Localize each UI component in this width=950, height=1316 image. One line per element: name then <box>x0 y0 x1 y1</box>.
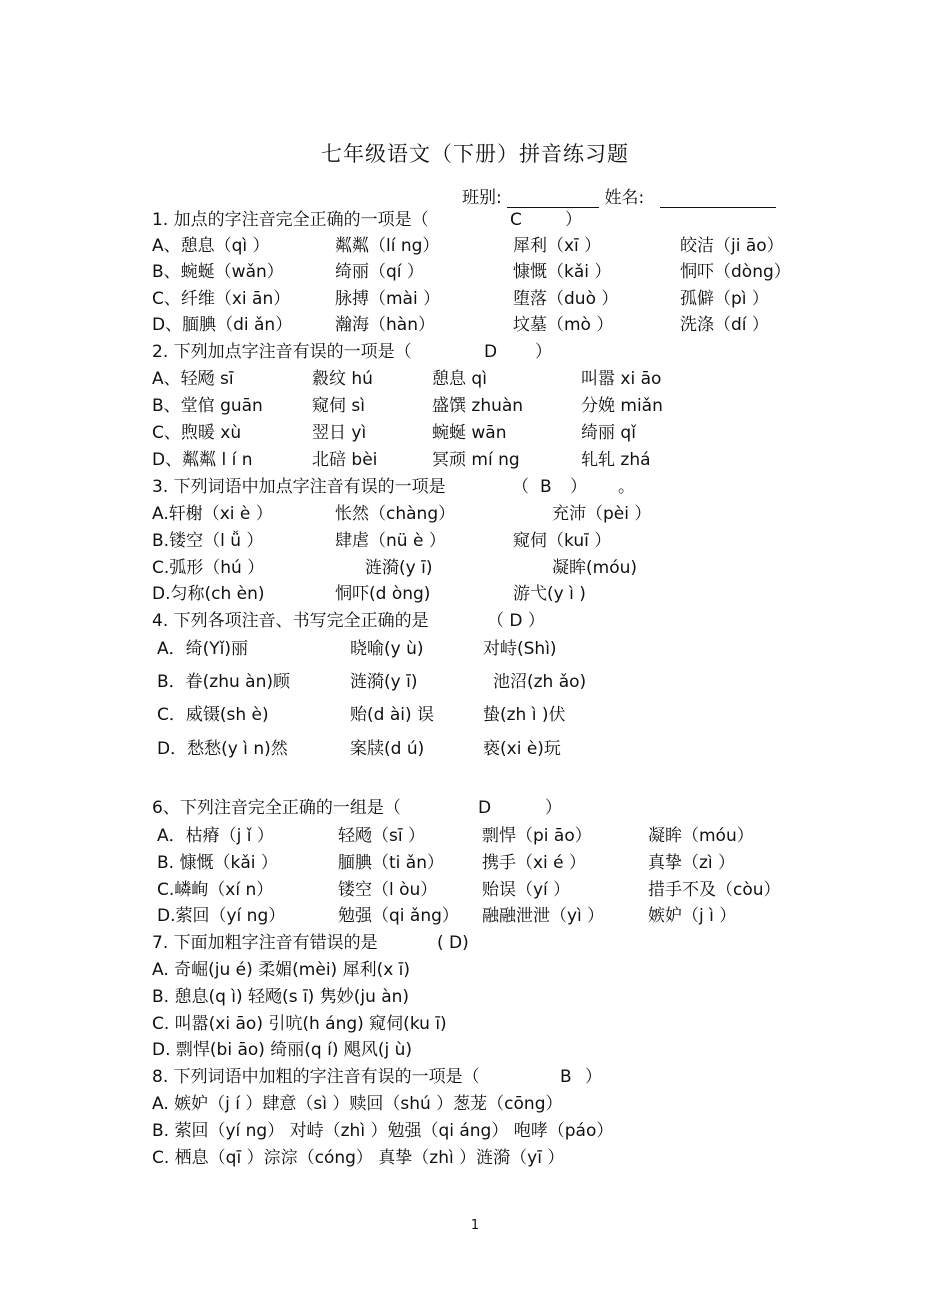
line-lead-text: A. 嫉妒（j í ）肆意（sì ）赎回（shú ）葱茏（cōng） <box>152 1094 563 1114</box>
line-column-text: 瀚海（hàn） <box>335 315 435 335</box>
line-column-text: （ <box>512 477 529 497</box>
line-column-text: 孤僻（pì ） <box>680 289 769 309</box>
line-column-text: ） <box>585 1067 602 1087</box>
line-lead-text: 7. 下面加粗字注音有错误的是 <box>152 933 378 953</box>
name-label: 姓名: <box>604 188 645 208</box>
line-lead-text: D、粼粼 l í n <box>152 450 253 470</box>
line-column-text: 蜿蜒 wān <box>432 423 507 443</box>
line-column-text: 案牍(d ú) <box>350 739 425 759</box>
line-column-text: 游弋(y ì ) <box>513 584 586 604</box>
line-column-text: 憩息 qì <box>432 369 487 389</box>
line-column-text: 冥顽 mí ng <box>432 450 520 470</box>
line-column-text: 蛰(zh ì )伏 <box>483 705 566 725</box>
line-lead-text: C.弧形（hú ） <box>152 558 265 578</box>
student-info <box>462 183 776 208</box>
line-column-text: 凝眸(móu) <box>552 558 637 578</box>
line-column-text: 绮丽（qí ） <box>335 262 424 282</box>
line-lead-text: A.轩榭（xi è ） <box>152 504 273 524</box>
line-lead-text: C. 叫嚣(xi āo) 引吭(h áng) 窥伺(ku ī) <box>152 1014 447 1034</box>
line-lead-text: D.匀称(ch èn) <box>152 584 265 604</box>
line-column-text: 怅然（chàng） <box>335 504 456 524</box>
line-column-text: 凝眸（móu） <box>648 826 754 846</box>
line-column-text: D <box>484 342 498 362</box>
line-column-text: D <box>478 798 492 818</box>
line-lead-text: A．绮(Yǐ)丽 <box>157 639 249 659</box>
line-lead-text: A、轻飏 sī <box>152 369 234 389</box>
line-lead-text: B. 萦回（yí ng） 对峙（zhì ）勉强（qi áng） 咆哮（páo） <box>152 1121 614 1141</box>
line-column-text: 縠纹 hú <box>312 369 373 389</box>
line-column-text: 勉强（qi ǎng） <box>338 906 459 926</box>
line-lead-text: A、憩息（qì ） <box>152 236 270 256</box>
line-column-text: 剽悍（pi āo） <box>482 826 592 846</box>
class-blank[interactable] <box>507 187 599 208</box>
line-lead-text: C.嶙峋（xí n） <box>157 880 274 900</box>
line-column-text: 北碚 bèi <box>312 450 378 470</box>
line-column-text: 。 <box>618 477 635 497</box>
line-column-text: 腼腆（ti ǎn） <box>338 853 444 873</box>
line-lead-text: C、纤维（xi ān） <box>152 289 291 309</box>
line-column-text: 亵(xi è)玩 <box>483 739 561 759</box>
line-column-text: 轻飏（sī ） <box>338 826 425 846</box>
page-title: 七年级语文（下册）拼音练习题 <box>321 142 629 166</box>
line-lead-text: 6、下列注音完全正确的一组是（ <box>152 798 401 818</box>
line-column-text: 肆虐（nü è ） <box>335 531 446 551</box>
line-lead-text: D. 剽悍(bi āo) 绮丽(q í) 飓风(j ù) <box>152 1040 413 1060</box>
line-lead-text: 4. 下列各项注音、书写完全正确的是 <box>152 611 429 631</box>
line-column-text: 犀利（xī ） <box>513 236 602 256</box>
line-column-text: B <box>540 477 552 497</box>
line-column-text: 池沼(zh ǎo) <box>493 672 587 692</box>
line-column-text: C <box>510 210 522 230</box>
line-column-text: 窥伺（kuī ） <box>513 531 612 551</box>
line-column-text: 真挚（zì ） <box>648 853 736 873</box>
line-column-text: 窥伺 sì <box>312 396 365 416</box>
line-column-text: 嫉妒（j ì ） <box>648 906 737 926</box>
line-column-text: 涟漪(y ī) <box>350 672 418 692</box>
line-lead-text: A. 奇崛(ju é) 柔媚(mèi) 犀利(x ī) <box>152 960 411 980</box>
line-column-text: 慷慨（kǎi ） <box>513 262 612 282</box>
line-column-text: ( D) <box>437 933 469 953</box>
line-column-text: 叫嚣 xi āo <box>581 369 662 389</box>
line-column-text: ） <box>535 342 552 362</box>
line-lead-text: B. 慷慨（kǎi ） <box>157 853 278 873</box>
line-lead-text: B．眷(zhu àn)顾 <box>157 672 290 692</box>
line-column-text: 携手（xi é ） <box>482 853 587 873</box>
line-column-text: ） <box>545 798 562 818</box>
line-lead-text: D.萦回（yí ng） <box>157 906 286 926</box>
line-lead-text: C、煦暖 xù <box>152 423 242 443</box>
line-column-text: 脉搏（mài ） <box>335 289 441 309</box>
line-column-text: 粼粼（lí ng） <box>335 236 440 256</box>
line-column-text: 绮丽 qǐ <box>581 423 636 443</box>
line-column-text: 恫吓(d òng) <box>335 584 431 604</box>
line-column-text: B <box>560 1067 572 1087</box>
line-lead-text: 3. 下列词语中加点字注音有误的一项是 <box>152 477 446 497</box>
line-column-text: 涟漪(y ī) <box>365 558 433 578</box>
line-column-text: 皎洁（ji āo） <box>680 236 784 256</box>
line-column-text: ） <box>570 477 587 497</box>
line-lead-text: B. 憩息(q ì) 轻飏(s ī) 隽妙(ju àn) <box>152 987 410 1007</box>
line-lead-text: B、堂倌 guān <box>152 396 263 416</box>
line-column-text: 晓喻(y ù) <box>350 639 424 659</box>
line-column-text: 对峙(Shì) <box>483 639 557 659</box>
line-lead-text: 8. 下列词语中加粗的字注音有误的一项是（ <box>152 1067 480 1087</box>
line-column-text: 融融泄泄（yì ） <box>482 906 605 926</box>
line-lead-text: C．威镊(sh è) <box>157 705 269 725</box>
line-lead-text: C. 栖息（qī ）淙淙（cóng） 真挚（zhì ）涟漪（yī ） <box>152 1148 565 1168</box>
line-column-text: 充沛（pèi ） <box>552 504 652 524</box>
line-lead-text: A．枯瘠（j ǐ ） <box>157 826 274 846</box>
line-column-text: 恫吓（dòng） <box>680 262 791 282</box>
line-column-text: 镂空（l òu） <box>338 880 438 900</box>
line-column-text: 堕落（duò ） <box>513 289 619 309</box>
line-column-text: 盛馔 zhuàn <box>432 396 524 416</box>
line-column-text: 坟墓（mò ） <box>513 315 614 335</box>
line-lead-text: 2. 下列加点字注音有误的一项是（ <box>152 342 412 362</box>
line-lead-text: D．愁愁(y ì n)然 <box>157 739 288 759</box>
line-column-text: 分娩 miǎn <box>581 396 663 416</box>
line-lead-text: B、蜿蜒（wǎn） <box>152 262 284 282</box>
line-column-text: （ D ） <box>487 611 545 631</box>
class-label: 班别: <box>462 188 502 208</box>
name-blank[interactable] <box>660 187 776 208</box>
line-column-text: 洗涤（dí ） <box>680 315 769 335</box>
line-column-text: 轧轧 zhá <box>581 450 651 470</box>
line-column-text: ） <box>565 210 582 230</box>
line-column-text: 贻(d ài) 误 <box>350 705 435 725</box>
line-lead-text: 1. 加点的字注音完全正确的一项是（ <box>152 210 429 230</box>
line-column-text: 措手不及（còu） <box>648 880 781 900</box>
line-lead-text: D、腼腆（di ǎn） <box>152 315 293 335</box>
line-column-text: 贻误（yí ） <box>482 880 571 900</box>
page-number: 1 <box>470 1218 480 1233</box>
line-lead-text: B.镂空（l ǚ ） <box>152 531 264 551</box>
line-column-text: 翌日 yì <box>312 423 367 443</box>
